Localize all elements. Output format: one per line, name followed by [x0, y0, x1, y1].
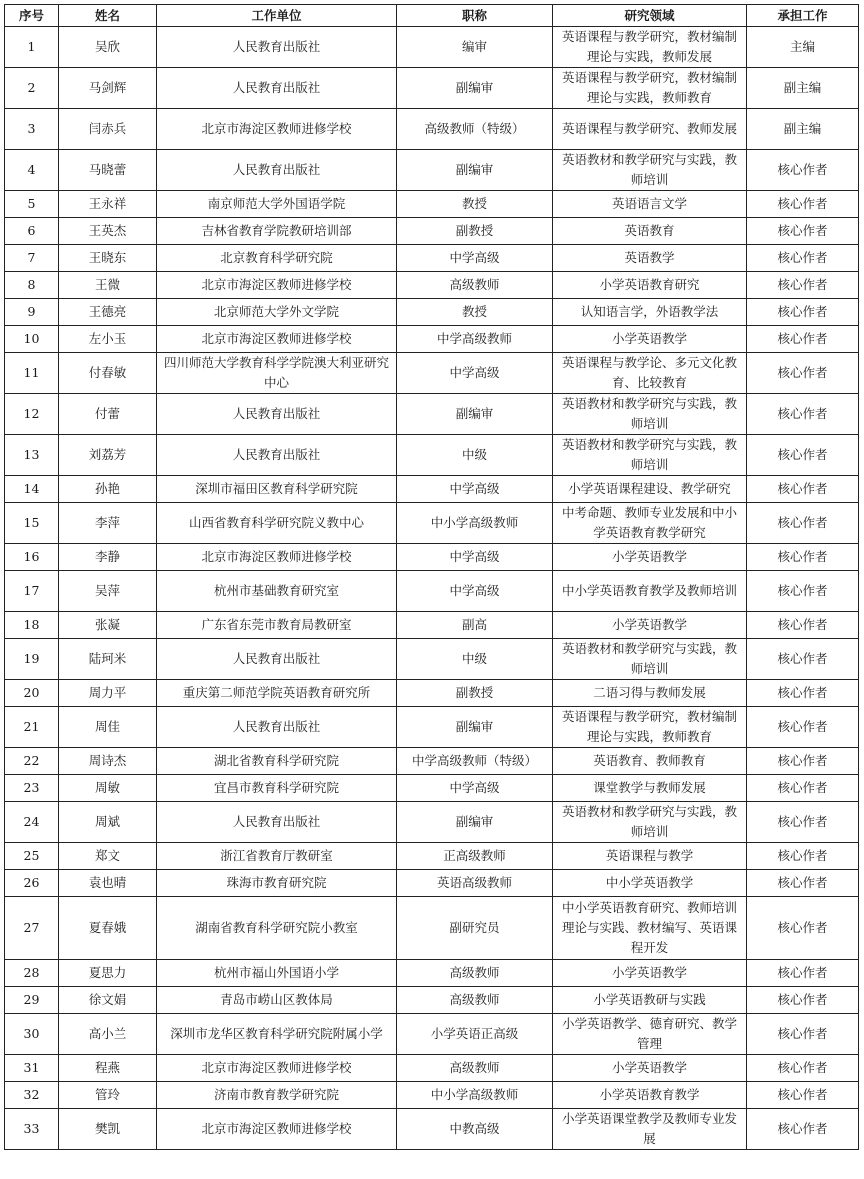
- cell-name: 樊凯: [59, 1109, 157, 1150]
- table-row: [5, 748, 859, 775]
- cell-title: 高级教师: [397, 960, 553, 987]
- cell-title: 副编审: [397, 707, 553, 748]
- cell-title: 中学高级: [397, 544, 553, 571]
- table-row: [5, 571, 859, 612]
- cell-index: 29: [5, 987, 59, 1014]
- cell-index: 24: [5, 802, 59, 843]
- cell-role: 核心作者: [747, 245, 859, 272]
- table-row: [5, 503, 859, 544]
- cell-workplace: 人民教育出版社: [157, 27, 397, 68]
- cell-title: 副研究员: [397, 897, 553, 960]
- cell-research-field: 小学英语课堂教学及教师专业发展: [553, 1109, 747, 1150]
- cell-name: 周佳: [59, 707, 157, 748]
- cell-index: 33: [5, 1109, 59, 1150]
- cell-research-field: 英语教育: [553, 218, 747, 245]
- cell-role: 核心作者: [747, 843, 859, 870]
- cell-name: 夏春娥: [59, 897, 157, 960]
- cell-title: 中学高级教师（特级）: [397, 748, 553, 775]
- cell-research-field: 小学英语教学: [553, 960, 747, 987]
- cell-workplace: 人民教育出版社: [157, 707, 397, 748]
- cell-title: 副高: [397, 612, 553, 639]
- cell-name: 张凝: [59, 612, 157, 639]
- table-row: [5, 680, 859, 707]
- cell-index: 16: [5, 544, 59, 571]
- cell-workplace: 杭州市基础教育研究室: [157, 571, 397, 612]
- cell-workplace: 人民教育出版社: [157, 68, 397, 109]
- table-row: [5, 299, 859, 326]
- cell-workplace: 人民教育出版社: [157, 394, 397, 435]
- cell-workplace: 四川师范大学教育科学学院澳大利亚研究中心: [157, 353, 397, 394]
- cell-research-field: 课堂教学与教师发展: [553, 775, 747, 802]
- cell-workplace: 北京市海淀区教师进修学校: [157, 544, 397, 571]
- cell-title: 中级: [397, 639, 553, 680]
- cell-name: 闫赤兵: [59, 109, 157, 150]
- cell-research-field: 英语教育、教师教育: [553, 748, 747, 775]
- cell-index: 2: [5, 68, 59, 109]
- cell-role: 核心作者: [747, 571, 859, 612]
- cell-workplace: 深圳市龙华区教育科学研究院附属小学: [157, 1014, 397, 1055]
- cell-role: 核心作者: [747, 272, 859, 299]
- table-row: [5, 1014, 859, 1055]
- table-row: [5, 353, 859, 394]
- cell-workplace: 北京市海淀区教师进修学校: [157, 272, 397, 299]
- cell-role: 核心作者: [747, 775, 859, 802]
- cell-workplace: 人民教育出版社: [157, 435, 397, 476]
- cell-index: 11: [5, 353, 59, 394]
- cell-role: 核心作者: [747, 299, 859, 326]
- cell-title: 中学高级: [397, 775, 553, 802]
- table-row: [5, 987, 859, 1014]
- cell-name: 袁也晴: [59, 870, 157, 897]
- cell-role: 核心作者: [747, 353, 859, 394]
- table-row: [5, 775, 859, 802]
- header-index: 序号: [5, 5, 59, 27]
- cell-index: 9: [5, 299, 59, 326]
- table-row: [5, 707, 859, 748]
- table-row: [5, 272, 859, 299]
- table-body: [5, 27, 859, 1150]
- cell-research-field: 英语课程与教学研究，教材编制理论与实践，教师发展: [553, 27, 747, 68]
- cell-index: 30: [5, 1014, 59, 1055]
- table-row: [5, 544, 859, 571]
- cell-workplace: 湖北省教育科学研究院: [157, 748, 397, 775]
- cell-title: 高级教师: [397, 987, 553, 1014]
- cell-title: 高级教师: [397, 1055, 553, 1082]
- cell-title: 编审: [397, 27, 553, 68]
- cell-title: 高级教师: [397, 272, 553, 299]
- cell-workplace: 北京教育科学研究院: [157, 245, 397, 272]
- cell-index: 5: [5, 191, 59, 218]
- cell-research-field: 英语课程与教学研究，教材编制理论与实践，教师教育: [553, 68, 747, 109]
- cell-research-field: 英语课程与教学研究、教师发展: [553, 109, 747, 150]
- cell-title: 副教授: [397, 218, 553, 245]
- table-row: [5, 843, 859, 870]
- cell-workplace: 广东省东莞市教育局教研室: [157, 612, 397, 639]
- personnel-table: [4, 4, 859, 1150]
- cell-workplace: 湖南省教育科学研究院小教室: [157, 897, 397, 960]
- header-workplace: 工作单位: [157, 5, 397, 27]
- cell-research-field: 小学英语教学、德育研究、教学管理: [553, 1014, 747, 1055]
- cell-workplace: 北京市海淀区教师进修学校: [157, 1109, 397, 1150]
- cell-research-field: 认知语言学，外语教学法: [553, 299, 747, 326]
- cell-index: 31: [5, 1055, 59, 1082]
- table-row: [5, 394, 859, 435]
- cell-name: 郑文: [59, 843, 157, 870]
- cell-workplace: 青岛市崂山区教体局: [157, 987, 397, 1014]
- cell-name: 夏思力: [59, 960, 157, 987]
- cell-workplace: 山西省教育科学研究院义教中心: [157, 503, 397, 544]
- table-row: [5, 245, 859, 272]
- table-row: [5, 218, 859, 245]
- cell-index: 17: [5, 571, 59, 612]
- table-row: [5, 326, 859, 353]
- cell-title: 中学高级: [397, 245, 553, 272]
- cell-research-field: 小学英语教育研究: [553, 272, 747, 299]
- cell-name: 陆珂米: [59, 639, 157, 680]
- cell-workplace: 北京市海淀区教师进修学校: [157, 109, 397, 150]
- cell-title: 中学高级: [397, 476, 553, 503]
- cell-role: 核心作者: [747, 639, 859, 680]
- table-row: [5, 1109, 859, 1150]
- cell-title: 中学高级教师: [397, 326, 553, 353]
- cell-index: 19: [5, 639, 59, 680]
- cell-workplace: 珠海市教育研究院: [157, 870, 397, 897]
- table-row: [5, 191, 859, 218]
- cell-title: 中级: [397, 435, 553, 476]
- cell-role: 核心作者: [747, 544, 859, 571]
- cell-title: 副编审: [397, 150, 553, 191]
- cell-role: 核心作者: [747, 612, 859, 639]
- cell-title: 小学英语正高级: [397, 1014, 553, 1055]
- cell-role: 核心作者: [747, 326, 859, 353]
- cell-research-field: 小学英语教育教学: [553, 1082, 747, 1109]
- cell-title: 中小学高级教师: [397, 503, 553, 544]
- cell-index: 32: [5, 1082, 59, 1109]
- cell-role: 核心作者: [747, 960, 859, 987]
- cell-name: 高小兰: [59, 1014, 157, 1055]
- cell-workplace: 北京市海淀区教师进修学校: [157, 326, 397, 353]
- cell-name: 王晓东: [59, 245, 157, 272]
- cell-name: 王英杰: [59, 218, 157, 245]
- cell-index: 28: [5, 960, 59, 987]
- cell-workplace: 济南市教育教学研究院: [157, 1082, 397, 1109]
- cell-index: 27: [5, 897, 59, 960]
- cell-index: 10: [5, 326, 59, 353]
- cell-workplace: 重庆第二师范学院英语教育研究所: [157, 680, 397, 707]
- cell-role: 核心作者: [747, 987, 859, 1014]
- cell-role: 核心作者: [747, 870, 859, 897]
- table-row: [5, 150, 859, 191]
- cell-research-field: 英语课程与教学: [553, 843, 747, 870]
- cell-index: 21: [5, 707, 59, 748]
- header-title: 职称: [397, 5, 553, 27]
- table-row: [5, 960, 859, 987]
- table-row: [5, 1082, 859, 1109]
- table-row: [5, 802, 859, 843]
- cell-index: 18: [5, 612, 59, 639]
- cell-workplace: 人民教育出版社: [157, 150, 397, 191]
- cell-workplace: 深圳市福田区教育科学研究院: [157, 476, 397, 503]
- cell-research-field: 英语课程与教学研究，教材编制理论与实践，教师教育: [553, 707, 747, 748]
- cell-research-field: 小学英语教学: [553, 1055, 747, 1082]
- cell-name: 李萍: [59, 503, 157, 544]
- cell-index: 12: [5, 394, 59, 435]
- cell-research-field: 小学英语教学: [553, 326, 747, 353]
- cell-research-field: 中小学英语教学: [553, 870, 747, 897]
- cell-index: 3: [5, 109, 59, 150]
- cell-research-field: 二语习得与教师发展: [553, 680, 747, 707]
- cell-title: 正高级教师: [397, 843, 553, 870]
- cell-role: 核心作者: [747, 435, 859, 476]
- cell-index: 20: [5, 680, 59, 707]
- cell-role: 核心作者: [747, 191, 859, 218]
- cell-name: 周斌: [59, 802, 157, 843]
- table-row: [5, 109, 859, 150]
- cell-name: 周力平: [59, 680, 157, 707]
- cell-workplace: 人民教育出版社: [157, 639, 397, 680]
- cell-index: 25: [5, 843, 59, 870]
- cell-title: 高级教师（特级）: [397, 109, 553, 150]
- cell-research-field: 英语教材和教学研究与实践，教师培训: [553, 394, 747, 435]
- cell-role: 核心作者: [747, 680, 859, 707]
- cell-name: 孙艳: [59, 476, 157, 503]
- cell-role: 核心作者: [747, 897, 859, 960]
- cell-title: 英语高级教师: [397, 870, 553, 897]
- cell-name: 程燕: [59, 1055, 157, 1082]
- cell-name: 周敏: [59, 775, 157, 802]
- cell-workplace: 北京市海淀区教师进修学校: [157, 1055, 397, 1082]
- cell-role: 核心作者: [747, 394, 859, 435]
- header-research-field: 研究领域: [553, 5, 747, 27]
- cell-name: 周诗杰: [59, 748, 157, 775]
- cell-role: 核心作者: [747, 503, 859, 544]
- cell-index: 22: [5, 748, 59, 775]
- cell-research-field: 英语课程与教学论、多元文化教育、比较教育: [553, 353, 747, 394]
- cell-research-field: 小学英语教研与实践: [553, 987, 747, 1014]
- cell-research-field: 小学英语教学: [553, 544, 747, 571]
- cell-name: 王永祥: [59, 191, 157, 218]
- cell-research-field: 中小学英语教育研究、教师培训理论与实践、教材编写、英语课程开发: [553, 897, 747, 960]
- cell-research-field: 英语教材和教学研究与实践，教师培训: [553, 639, 747, 680]
- cell-research-field: 小学英语课程建设、教学研究: [553, 476, 747, 503]
- cell-workplace: 吉林省教育学院教研培训部: [157, 218, 397, 245]
- cell-workplace: 浙江省教育厅教研室: [157, 843, 397, 870]
- cell-role: 核心作者: [747, 1082, 859, 1109]
- cell-name: 马剑辉: [59, 68, 157, 109]
- cell-index: 23: [5, 775, 59, 802]
- table-row: [5, 476, 859, 503]
- cell-index: 26: [5, 870, 59, 897]
- cell-index: 7: [5, 245, 59, 272]
- cell-research-field: 英语教材和教学研究与实践，教师培训: [553, 435, 747, 476]
- cell-role: 核心作者: [747, 476, 859, 503]
- cell-role: 核心作者: [747, 150, 859, 191]
- table-row: [5, 612, 859, 639]
- cell-research-field: 小学英语教学: [553, 612, 747, 639]
- table-row: [5, 870, 859, 897]
- cell-research-field: 英语教材和教学研究与实践，教师培训: [553, 802, 747, 843]
- cell-role: 副主编: [747, 109, 859, 150]
- header-row: [5, 5, 859, 27]
- cell-name: 付蕾: [59, 394, 157, 435]
- cell-research-field: 英语语言文学: [553, 191, 747, 218]
- cell-role: 核心作者: [747, 1014, 859, 1055]
- cell-name: 徐文娟: [59, 987, 157, 1014]
- table-row: [5, 27, 859, 68]
- cell-research-field: 中小学英语教育教学及教师培训: [553, 571, 747, 612]
- cell-index: 8: [5, 272, 59, 299]
- cell-title: 中学高级: [397, 353, 553, 394]
- header-role: 承担工作: [747, 5, 859, 27]
- cell-name: 马晓蕾: [59, 150, 157, 191]
- cell-index: 15: [5, 503, 59, 544]
- cell-name: 刘荔芳: [59, 435, 157, 476]
- cell-title: 教授: [397, 299, 553, 326]
- cell-workplace: 人民教育出版社: [157, 802, 397, 843]
- cell-role: 核心作者: [747, 1055, 859, 1082]
- table-row: [5, 897, 859, 960]
- cell-title: 副教授: [397, 680, 553, 707]
- cell-title: 中学高级: [397, 571, 553, 612]
- cell-workplace: 宜昌市教育科学研究院: [157, 775, 397, 802]
- cell-title: 教授: [397, 191, 553, 218]
- cell-index: 6: [5, 218, 59, 245]
- cell-name: 付春敏: [59, 353, 157, 394]
- table-row: [5, 435, 859, 476]
- cell-name: 管玲: [59, 1082, 157, 1109]
- cell-title: 副编审: [397, 802, 553, 843]
- cell-title: 副编审: [397, 394, 553, 435]
- cell-role: 核心作者: [747, 802, 859, 843]
- table-row: [5, 68, 859, 109]
- cell-title: 中教高级: [397, 1109, 553, 1150]
- cell-title: 副编审: [397, 68, 553, 109]
- cell-workplace: 南京师范大学外国语学院: [157, 191, 397, 218]
- cell-name: 吴萍: [59, 571, 157, 612]
- cell-role: 核心作者: [747, 1109, 859, 1150]
- cell-index: 1: [5, 27, 59, 68]
- cell-workplace: 北京师范大学外文学院: [157, 299, 397, 326]
- table-row: [5, 639, 859, 680]
- cell-role: 核心作者: [747, 707, 859, 748]
- cell-name: 左小玉: [59, 326, 157, 353]
- header-name: 姓名: [59, 5, 157, 27]
- table-row: [5, 1055, 859, 1082]
- cell-name: 王德亮: [59, 299, 157, 326]
- cell-research-field: 英语教学: [553, 245, 747, 272]
- cell-index: 13: [5, 435, 59, 476]
- cell-role: 核心作者: [747, 748, 859, 775]
- cell-role: 核心作者: [747, 218, 859, 245]
- cell-role: 主编: [747, 27, 859, 68]
- cell-name: 王微: [59, 272, 157, 299]
- cell-name: 李静: [59, 544, 157, 571]
- cell-role: 副主编: [747, 68, 859, 109]
- cell-index: 14: [5, 476, 59, 503]
- cell-research-field: 英语教材和教学研究与实践，教师培训: [553, 150, 747, 191]
- cell-research-field: 中考命题、教师专业发展和中小学英语教育教学研究: [553, 503, 747, 544]
- cell-name: 吴欣: [59, 27, 157, 68]
- cell-title: 中小学高级教师: [397, 1082, 553, 1109]
- cell-index: 4: [5, 150, 59, 191]
- cell-workplace: 杭州市福山外国语小学: [157, 960, 397, 987]
